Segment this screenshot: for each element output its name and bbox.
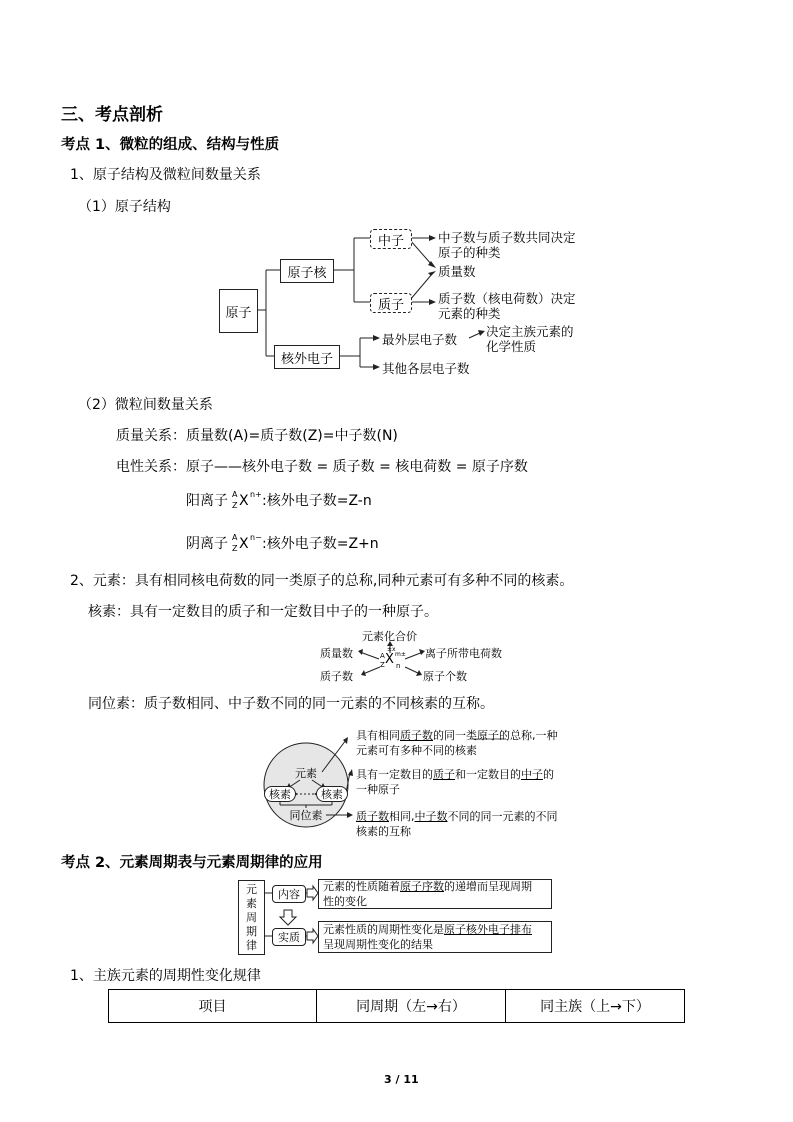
circle-note2-line2: 一种原子 xyxy=(356,783,400,796)
charge-relation: 电性关系：原子——核外电子数 = 质子数 = 核电荷数 = 原子序数 xyxy=(116,459,528,475)
symbol-valence-sign: ±x xyxy=(387,646,396,653)
vertical-char-4: 期 xyxy=(246,924,257,938)
vertical-char-3: 周 xyxy=(246,910,257,924)
outer-note-line2: 化学性质 xyxy=(486,339,537,354)
circle-nuclide-left: 核素 xyxy=(264,786,296,802)
symbol-charge: m± xyxy=(395,651,406,658)
outer-note-line1: 决定主族元素的 xyxy=(486,324,574,339)
section-title: 三、考点剖析 xyxy=(61,105,163,125)
circle-nuclide-right: 核素 xyxy=(316,786,348,802)
symbol-atomic-number: Z xyxy=(380,661,385,669)
content-note-pre: 元素的性质随着 xyxy=(323,880,400,893)
note1-post: 的同一类原子的总称,一种 xyxy=(433,729,558,742)
topic2-title: 考点 2、元素周期表与元素周期律的应用 xyxy=(61,855,323,871)
nucleus-box: 原子核 xyxy=(280,259,334,283)
anion-suffix: :核外电子数=Z+n xyxy=(262,536,379,552)
note3-underline2: 中子数 xyxy=(414,810,448,823)
content-note-box xyxy=(318,879,552,909)
topic2-item1: 1、主族元素的周期性变化规律 xyxy=(70,968,261,984)
vertical-char-1: 元 xyxy=(246,882,257,896)
table-header-same-period: 同周期（左→右） xyxy=(317,990,506,1023)
topic1-title: 考点 1、微粒的组成、结构与性质 xyxy=(61,137,280,153)
periodic-law-vertical-box xyxy=(238,880,265,955)
cation-suffix: :核外电子数=Z-n xyxy=(262,493,372,509)
neutron-note-line1: 中子数与质子数共同决定 xyxy=(438,230,576,245)
proton-note-line1: 质子数（核电荷数）决定 xyxy=(438,291,576,306)
circle-isotope-label: 同位素 xyxy=(289,809,323,822)
content-note-line1 xyxy=(323,879,532,894)
mass-number-annotation: 质量数 xyxy=(320,647,353,660)
atom-box: 原子 xyxy=(219,289,258,333)
cation-charge: n+ xyxy=(250,490,262,499)
note2-underline1: 质子 xyxy=(433,768,455,781)
anion-prefix: 阴离子 xyxy=(186,536,228,552)
circle-note1-line2: 元素可有多种不同的核素 xyxy=(356,744,477,757)
topic1-sub2: （2）微粒间数量关系 xyxy=(78,397,213,413)
other-electron-label: 其他各层电子数 xyxy=(382,361,470,376)
essence-note-pre: 元素性质的周期性变化是 xyxy=(323,923,444,936)
anion-charge: n− xyxy=(250,533,262,542)
nuclide-definition: 核素：具有一定数目的质子和一定数目中子的一种原子。 xyxy=(88,604,438,620)
note3-underline1: 质子数 xyxy=(356,810,389,823)
symbol-atom-count: n xyxy=(396,662,401,670)
essence-note-underline: 原子核外电子排布 xyxy=(444,923,532,936)
anion-atomic-number: Z xyxy=(232,544,238,553)
neutron-note-line2: 原子的种类 xyxy=(438,245,501,260)
table-header-same-group: 同主族（上→下） xyxy=(506,990,685,1023)
cation-mass-number: A xyxy=(232,490,238,499)
note2-underline2: 中子 xyxy=(521,768,543,781)
anion-element-x: X xyxy=(239,536,249,552)
note1-pre: 具有相同 xyxy=(356,729,400,742)
topic1-item2: 2、元素：具有相同核电荷数的同一类原子的总称,同种元素可有多种不同的核素。 xyxy=(70,573,574,589)
valence-label: 元素化合价 xyxy=(362,630,417,643)
periodic-trend-table xyxy=(108,989,685,1023)
table-header-row xyxy=(109,990,685,1023)
essence-note-line2: 呈现周期性变化的结果 xyxy=(323,938,433,951)
topic1-sub1: （1）原子结构 xyxy=(78,199,171,215)
proton-note-line2: 元素的种类 xyxy=(438,306,501,321)
ion-charge-label: 离子所带电荷数 xyxy=(425,647,502,660)
content-box: 内容 xyxy=(272,885,306,903)
circle-note3-line2: 核素的互称 xyxy=(356,825,411,838)
symbol-element-x: X xyxy=(385,652,394,667)
cation-atomic-number: Z xyxy=(232,501,238,510)
anion-mass-number: A xyxy=(232,533,238,542)
neutron-box: 中子 xyxy=(370,229,412,249)
proton-box: 质子 xyxy=(370,293,412,313)
isotope-definition: 同位素：质子数相同、中子数不同的同一元素的不同核素的互称。 xyxy=(88,696,494,712)
essence-note-line1 xyxy=(323,922,532,937)
symbol-mass-number: A xyxy=(380,652,385,660)
content-note-post: 的递增而呈现周期 xyxy=(444,880,532,893)
note1-underline: 质子数 xyxy=(400,729,433,742)
electrons-box: 核外电子 xyxy=(274,345,340,369)
essence-box: 实质 xyxy=(272,928,306,946)
essence-note-box xyxy=(318,921,552,953)
content-note-underline: 原子序数 xyxy=(400,880,444,893)
vertical-char-2: 素 xyxy=(246,896,257,910)
circle-element-label: 元素 xyxy=(295,767,317,780)
cation-prefix: 阳离子 xyxy=(186,493,228,509)
topic1-item1: 1、原子结构及微粒间数量关系 xyxy=(70,167,261,183)
note2-post: 的 xyxy=(543,768,554,781)
cation-element-x: X xyxy=(239,493,249,509)
note3-post: 不同的同一元素的不同 xyxy=(447,810,558,823)
mass-number-label: 质量数 xyxy=(438,264,476,279)
vertical-char-5: 律 xyxy=(246,938,257,952)
outer-electron-label: 最外层电子数 xyxy=(382,332,458,347)
note2-mid: 和一定数目的 xyxy=(455,768,521,781)
note3-mid: 相同, xyxy=(389,810,415,823)
page-number: 3 / 11 xyxy=(384,1073,419,1086)
content-note-line2: 性的变化 xyxy=(323,895,367,908)
table-header-item: 项目 xyxy=(109,990,317,1023)
proton-count-annotation: 质子数 xyxy=(320,670,353,683)
mass-relation: 质量关系：质量数(A)=质子数(Z)=中子数(N) xyxy=(116,428,398,444)
note2-pre: 具有一定数目的 xyxy=(356,768,433,781)
atom-count-label: 原子个数 xyxy=(423,670,467,683)
